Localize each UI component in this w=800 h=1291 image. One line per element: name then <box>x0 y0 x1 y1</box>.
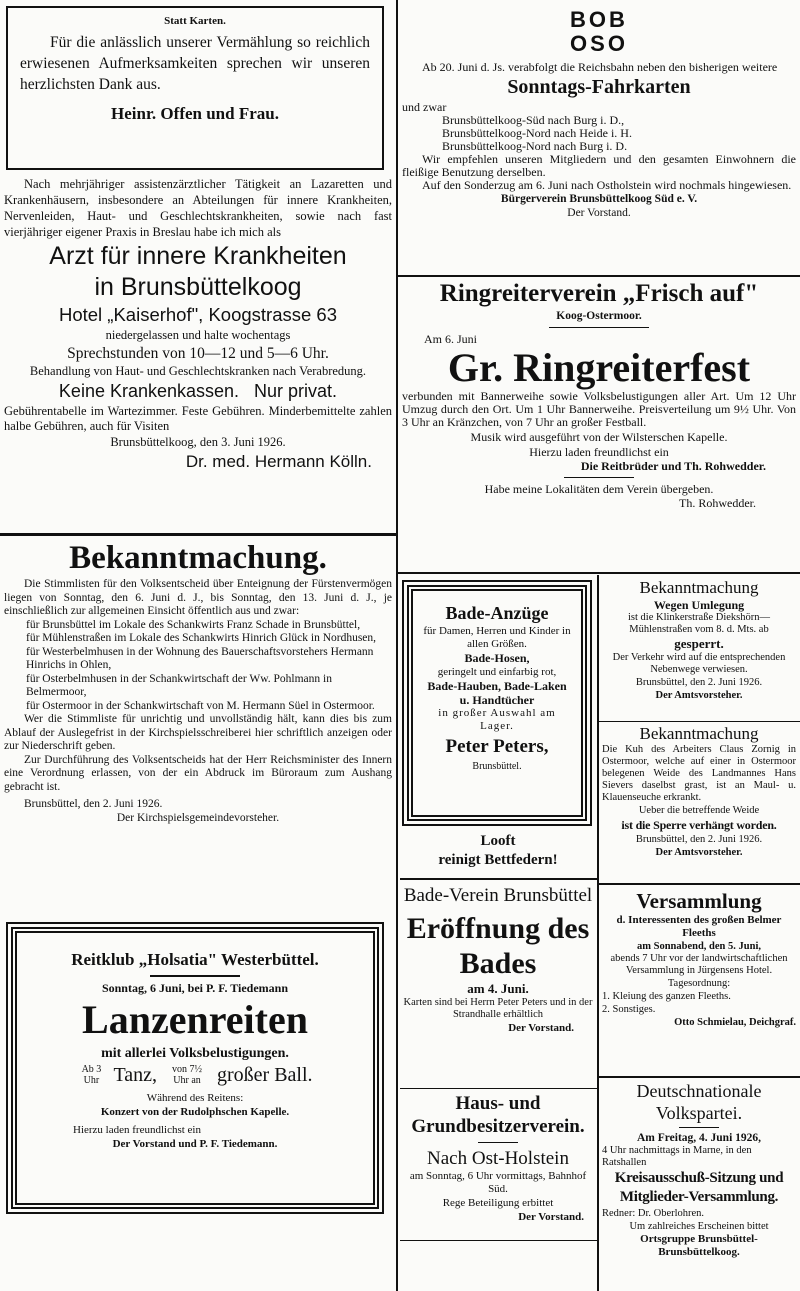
doctor-settled: niedergelassen und halte wochentags <box>105 328 291 342</box>
doctor-address: Hotel „Kaiserhof", Koogstrasse 63 <box>58 304 338 325</box>
reitklub-dance: Tanz, <box>113 1064 158 1086</box>
doctor-fees: Gebührentabelle im Wartezimmer. Feste Gebühren. Minderbemittelte zahlen halbe Gebühren, auch für Visiten <box>4 404 392 433</box>
reitklub-date: Sonntag, 6 Juni, bei P. F. Tiedemann <box>101 981 289 995</box>
thanks-heading: Statt Karten. <box>164 15 226 27</box>
rail-p2: Auf den Sonderzug am 6. Juni nach Ostholstein wird nochmals hingewiesen. <box>422 178 792 192</box>
bade-town: Brunsbüttel. <box>472 761 522 772</box>
ballot-dateline: Brunsbüttel, den 2. Juni 1926. <box>24 798 163 810</box>
notice1-title: Bekanntmachung <box>639 578 759 597</box>
ballot-signature: Der Kirchspielsgemeindevorsteher. <box>116 811 280 824</box>
notice1-closed: gesperrt. <box>674 636 724 651</box>
ring-notesig: Th. Rohwedder. <box>679 496 756 510</box>
meeting-l1: d. Interessenten des großen Belmer Fleeths <box>616 914 782 939</box>
notice2-title: Bekanntmachung <box>639 724 759 743</box>
rule <box>398 572 800 574</box>
reichsbahn-logo: BOB OSO <box>570 7 628 56</box>
doctor-insurance: Keine Krankenkassen. Nur privat. <box>58 381 338 401</box>
column-divider <box>597 575 599 1291</box>
meeting-title: Versammlung <box>636 889 762 913</box>
notice2-ban: ist die Sperre verhängt worden. <box>621 818 777 832</box>
ballot-para: Zur Durchführung des Volksentscheids hat der Herr Reichsminister des Innern eine Verordnung erlassen, von der ein Abdruck im Büroraum zum Aushang gebracht ist. <box>4 753 392 793</box>
bade-l5: in großer Auswahl am Lager. <box>438 707 556 732</box>
doctor-dateline: Brunsbüttelkoog, den 3. Juni 1926. <box>110 435 286 449</box>
badeverein-event: Eröffnung des Bades <box>406 912 590 980</box>
ring-place: Koog-Ostermoor. <box>556 310 642 322</box>
notice2-date: Brunsbüttel, den 2. Juni 1926. <box>635 834 763 845</box>
dnvp-event: Kreisausschuß-Sitzung und Mitglieder-Versammlung. <box>614 1170 784 1205</box>
badeverein-sig: Der Vorstand. <box>508 1022 574 1034</box>
dnvp-org: Ortsgruppe Brunsbüttel-Brunsbüttelkoog. <box>640 1233 758 1258</box>
rule <box>400 1240 597 1241</box>
reitklub-event: Lanzenreiten <box>82 997 308 1042</box>
ballot-place: für Ostermoor in der Schankwirtschaft von M. Hermann Süel in Ostermoor. <box>26 699 375 712</box>
thanks-ad <box>6 6 384 170</box>
dnvp-date: Am Freitag, 4. Juni 1926, <box>636 1132 762 1144</box>
notice2-body2: Ueber die betreffende Weide <box>638 805 760 816</box>
rail-title: Sonntags-Fahrkarten <box>507 76 691 98</box>
ballot-place: für Osterbelmhusen in der Schankwirtschaft der Ww. Pohlmann in Belmermoor, <box>26 672 332 698</box>
haus-title: Haus- und Grundbesitzerverein. <box>411 1093 585 1137</box>
meeting-sig: Otto Schmielau, Deichgraf. <box>674 1017 796 1028</box>
bath-opening-ad <box>402 884 594 1084</box>
doctor-treatment: Behandlung von Haut- und Geschlechtskranken nach Verabredung. <box>29 364 367 378</box>
notice2-body: Die Kuh des Arbeiters Claus Zornig in Ostermoor, welche auf einer in Ostermoor belegenen Weide des Landmannes Hans Sievers daselbst grast, ist an Maul- u. Klauenseuche erkrankt. <box>602 744 796 803</box>
reitklub-sub: mit allerlei Volksbelustigungen. <box>101 1046 289 1061</box>
reitklub-during: Während des Reitens: <box>146 1092 244 1104</box>
notice1-date: Brunsbüttel, den 2. Juni 1926. <box>635 677 763 688</box>
meeting-item: 1. Kleiung des ganzen Fleeths. <box>602 991 731 1002</box>
reitklub-concert: Konzert von der Rudolphschen Kapelle. <box>100 1106 290 1118</box>
rule <box>599 1076 800 1078</box>
rule <box>398 275 800 277</box>
rail-sig: Der Vorstand. <box>567 207 631 219</box>
haus-ask: Rege Beteiligung erbittet <box>442 1197 554 1209</box>
homeowners-ad <box>402 1092 594 1238</box>
haus-when: am Sonntag, 6 Uhr vormittags, Bahnhof Süd. <box>409 1170 587 1195</box>
ballot-place: für Mühlenstraßen im Lokale des Schankwirts Hinrich Glück in Nordhusen, <box>26 632 377 644</box>
notice2-sig: Der Amtsvorsteher. <box>655 847 743 858</box>
badeverein-date: am 4. Juni. <box>467 981 529 996</box>
dnvp-ad <box>602 1080 796 1288</box>
reitklub-ad <box>6 922 384 1214</box>
bade-l3: geringelt und einfarbig rot, <box>437 666 557 678</box>
meeting-agenda: Tagesordnung: <box>667 978 731 989</box>
rule <box>599 721 800 722</box>
rail-route: Brunsbüttelkoog-Süd nach Burg i. D., <box>442 113 625 127</box>
ring-event: Gr. Ringreiterfest <box>447 345 751 390</box>
notice1-traffic: Der Verkehr wird auf die entsprechenden Nebenwege verwiesen. <box>612 652 786 675</box>
rail-route: Brunsbüttelkoog-Nord nach Burg i. D. <box>442 139 628 153</box>
reitklub-from7: von 7½ Uhr an <box>172 1064 203 1086</box>
bade-title: Bade-Anzüge <box>445 603 549 623</box>
road-closure-notice <box>602 578 796 720</box>
doctor-hours: Sprechstunden von 10—12 und 5—6 Uhr. <box>67 345 329 362</box>
bade-name: Peter Peters, <box>445 736 549 757</box>
doctor-title: Arzt für innere Krankheiten <box>49 242 347 270</box>
reitklub-signature: Der Vorstand und P. F. Tiedemann. <box>112 1138 278 1150</box>
meeting-l2: am Sonnabend, den 5. Juni, <box>636 941 761 952</box>
notice1-body: ist die Klinkerstraße Diekshörn—Mühlenstraßen vom 8. d. Mts. ab <box>627 612 770 635</box>
rail-und: und zwar <box>402 100 447 114</box>
reitklub-title: Reitklub „Holsatia" Westerbüttel. <box>71 950 319 969</box>
rule <box>599 883 800 885</box>
meeting-item: 2. Sonstiges. <box>602 1004 656 1015</box>
ballot-notice <box>4 538 392 914</box>
doctor-ad <box>4 176 392 532</box>
notice1-sub: Wegen Umlegung <box>653 598 745 612</box>
meeting-l3: abends 7 Uhr vor der landwirtschaftlichen Versammlung in Jürgensens Hotel. <box>610 953 788 976</box>
ring-sig: Die Reitbrüder und Th. Rohwedder. <box>580 459 766 473</box>
column-divider <box>396 0 398 1291</box>
rule <box>400 878 597 880</box>
ring-date: Am 6. Juni <box>424 332 478 346</box>
bade-l2: Bade-Hosen, <box>464 651 530 665</box>
haus-sig: Der Vorstand. <box>518 1211 584 1223</box>
badeverein-tickets: Karten sind bei Herrn Peter Peters und in der Strandhalle erhältlich <box>403 997 593 1020</box>
dnvp-ask: Um zahlreiches Erscheinen bittet <box>629 1221 769 1232</box>
meeting-ad <box>602 888 796 1074</box>
looft-l2: reinigt Bettfedern! <box>438 852 558 868</box>
doctor-intro: Nach mehrjähriger assistenzärztlicher Tätigkeit an Lazaretten und Krankenhäusern, insbesondere an Abteilungen für innere Krankheiten, Nervenleiden, Haut- und Geschlechtskrankheiten, sowie nach fast vierjähriger eigener Praxis in Breslau habe ich mich als <box>4 177 392 239</box>
ballot-intro: Die Stimmlisten für den Volksentscheid über Enteignung der Fürstenvermögen liegen von Sonntag, den 6. Juni d. J., bis Sonntag, den 13. Juni d. J., je einschließlich zur allgemeinen Einsicht öffentlich aus und zwar: <box>4 578 392 617</box>
reitklub-ball: großer Ball. <box>217 1064 313 1086</box>
rail-intro: Ab 20. Juni d. Js. verabfolgt die Reichsbahn neben den bisherigen weitere <box>422 60 778 74</box>
reitklub-invite: Hierzu laden freundlichst ein <box>73 1124 201 1136</box>
ring-music: Musik wird ausgeführt von der Wilsterschen Kapelle. <box>470 430 728 444</box>
looft-ad <box>402 832 594 876</box>
reitklub-from3: Ab 3 Uhr <box>81 1064 102 1086</box>
ringreiter-ad <box>402 279 796 570</box>
ring-invite: Hierzu laden freundlichst ein <box>529 445 669 459</box>
rule <box>400 1088 597 1089</box>
notice1-sig: Der Amtsvorsteher. <box>655 690 743 701</box>
ring-note: Habe meine Lokalitäten dem Verein übergeben. <box>484 482 714 496</box>
rail-route: Brunsbüttelkoog-Nord nach Heide i. H. <box>442 126 632 140</box>
ballot-para: Wer die Stimmliste für unrichtig und unvollständig hält, kann dies bis zum Ablauf der Auslegefrist in der Kirchspielsschreiberei hier schriftlich anzeigen oder zur Niederschrift geben. <box>4 713 392 752</box>
doctor-town: in Brunsbüttelkoog <box>94 273 302 301</box>
rail-org: Bürgerverein Brunsbüttelkoog Süd e. V. <box>500 193 698 205</box>
thanks-body: Für die anlässlich unserer Vermählung so reichlich erwiesenen Aufmerksamkeiten sprechen wir unseren herzlichsten Dank aus. <box>20 34 370 93</box>
looft-l1: Looft <box>480 833 516 849</box>
ballot-place: für Westerbelmhusen in der Wohnung des Bauerschaftsvorstehers Hermann Hinrichs in Ohlen, <box>26 645 374 671</box>
cattle-disease-notice <box>602 724 796 880</box>
badeverein-title: Bade-Verein Brunsbüttel <box>403 885 593 906</box>
dnvp-title: Deutschnationale Volkspartei. <box>636 1081 762 1123</box>
dnvp-time: 4 Uhr nachmittags in Marne, in den Ratshallen <box>602 1145 752 1168</box>
bade-l4: Bade-Hauben, Bade-Laken u. Handtücher <box>427 679 567 707</box>
rail-ad <box>402 2 796 274</box>
bathing-suits-ad <box>402 580 592 826</box>
ballot-place: für Brunsbüttel im Lokale des Schankwirts Franz Schade in Brunsbüttel, <box>26 618 361 631</box>
ring-body: verbunden mit Bannerweihe sowie Volksbelustigungen aller Art. Um 12 Uhr Umzug durch den Ort. Um 1 Uhr Bannerweihe. Preisverteilung um 9½ Uhr. Von 3 Uhr an Kränzchen, von 7 Uhr an großer Festball. <box>402 389 796 429</box>
haus-trip: Nach Ost-Holstein <box>427 1148 569 1169</box>
doctor-signature: Dr. med. Hermann Kölln. <box>185 452 372 471</box>
thanks-signature: Heinr. Offen und Frau. <box>111 104 279 123</box>
ring-title: Ringreiterverein „Frisch auf" <box>439 280 759 307</box>
bade-l1: für Damen, Herren und Kinder in allen Größen. <box>423 625 571 650</box>
rule <box>0 533 396 536</box>
rail-p1: Wir empfehlen unseren Mitgliedern und den gesamten Einwohnern die fleißige Benutzung derselben. <box>402 152 796 179</box>
dnvp-speaker: Redner: Dr. Oberlohren. <box>602 1208 705 1219</box>
ballot-title: Bekanntmachung. <box>69 540 327 576</box>
